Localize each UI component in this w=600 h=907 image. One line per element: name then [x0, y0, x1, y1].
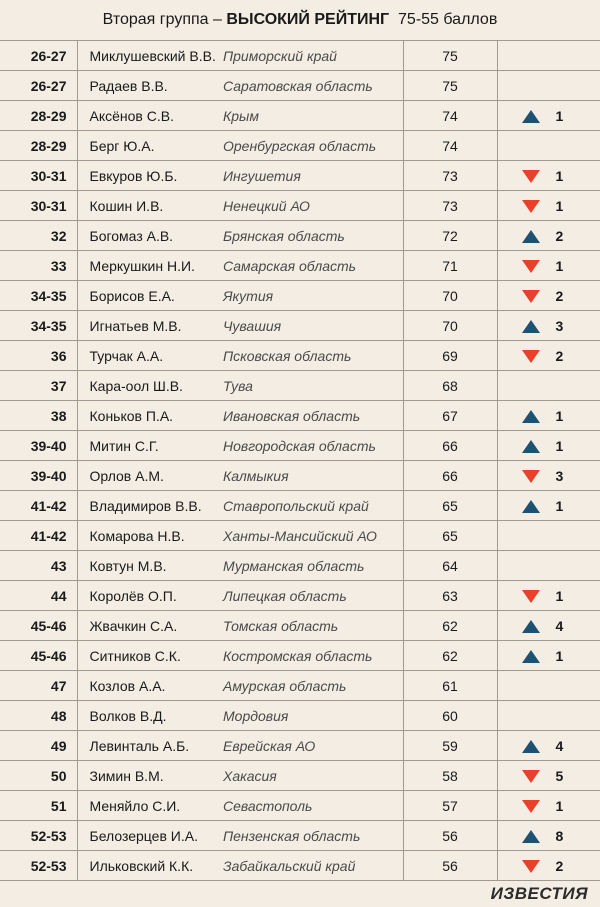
rank-change-value: 2	[555, 858, 564, 874]
rank-cell: 34-35	[0, 281, 77, 311]
score-cell: 56	[403, 821, 497, 851]
triangle-down-icon	[522, 200, 540, 213]
table-row	[0, 731, 600, 761]
change-cell	[497, 581, 600, 611]
region-cell: Чувашия	[221, 311, 403, 341]
table-row	[0, 521, 600, 551]
governor-name-cell: Волков В.Д.	[77, 701, 221, 731]
table-row	[0, 701, 600, 731]
change-cell	[497, 281, 600, 311]
governor-name-cell: Комарова Н.В.	[77, 521, 221, 551]
governor-name-cell: Ильковский К.К.	[77, 851, 221, 881]
table-row	[0, 131, 600, 161]
region-cell: Крым	[221, 101, 403, 131]
triangle-down-icon	[522, 470, 540, 483]
rank-cell: 28-29	[0, 101, 77, 131]
table-row	[0, 641, 600, 671]
triangle-down-icon	[522, 590, 540, 603]
triangle-down-icon	[522, 800, 540, 813]
governor-name-cell: Меняйло С.И.	[77, 791, 221, 821]
table-row	[0, 401, 600, 431]
score-cell: 61	[403, 671, 497, 701]
triangle-down-icon	[522, 860, 540, 873]
region-cell: Томская область	[221, 611, 403, 641]
table-row	[0, 761, 600, 791]
rank-change-value: 4	[555, 738, 564, 754]
change-cell	[497, 251, 600, 281]
change-cell	[497, 491, 600, 521]
region-cell: Амурская область	[221, 671, 403, 701]
score-cell: 74	[403, 131, 497, 161]
region-cell: Оренбургская область	[221, 131, 403, 161]
rank-cell: 39-40	[0, 461, 77, 491]
region-cell: Мордовия	[221, 701, 403, 731]
change-cell	[497, 401, 600, 431]
governor-name-cell: Митин С.Г.	[77, 431, 221, 461]
triangle-down-icon	[522, 170, 540, 183]
region-cell: Ивановская область	[221, 401, 403, 431]
triangle-up-icon	[522, 320, 540, 333]
change-cell	[497, 731, 600, 761]
rank-cell: 48	[0, 701, 77, 731]
triangle-up-icon	[522, 230, 540, 243]
governor-name-cell: Левинталь А.Б.	[77, 731, 221, 761]
change-cell	[497, 521, 600, 551]
score-cell: 62	[403, 611, 497, 641]
change-cell	[497, 611, 600, 641]
region-cell: Еврейская АО	[221, 731, 403, 761]
table-row	[0, 371, 600, 401]
triangle-up-icon	[522, 410, 540, 423]
rank-change-value: 2	[555, 288, 564, 304]
table-row	[0, 161, 600, 191]
rank-cell: 49	[0, 731, 77, 761]
score-cell: 66	[403, 431, 497, 461]
rank-cell: 30-31	[0, 191, 77, 221]
region-cell: Ханты-Мансийский АО	[221, 521, 403, 551]
score-cell: 66	[403, 461, 497, 491]
rank-change-value: 8	[555, 828, 564, 844]
change-cell	[497, 191, 600, 221]
rank-cell: 44	[0, 581, 77, 611]
governor-name-cell: Козлов А.А.	[77, 671, 221, 701]
region-cell: Забайкальский край	[221, 851, 403, 881]
change-cell	[497, 851, 600, 881]
title-bold: ВЫСОКИЙ РЕЙТИНГ	[226, 11, 390, 28]
change-cell	[497, 371, 600, 401]
governor-name-cell: Меркушкин Н.И.	[77, 251, 221, 281]
score-cell: 67	[403, 401, 497, 431]
rating-table	[0, 40, 600, 881]
score-cell: 64	[403, 551, 497, 581]
rank-change-value: 1	[555, 798, 564, 814]
change-cell	[497, 101, 600, 131]
rank-cell: 32	[0, 221, 77, 251]
region-cell: Ставропольский край	[221, 491, 403, 521]
score-cell: 65	[403, 521, 497, 551]
change-cell	[497, 341, 600, 371]
table-row	[0, 791, 600, 821]
governor-name-cell: Богомаз А.В.	[77, 221, 221, 251]
rank-cell: 45-46	[0, 641, 77, 671]
governor-name-cell: Ситников С.К.	[77, 641, 221, 671]
rank-cell: 26-27	[0, 71, 77, 101]
rank-cell: 47	[0, 671, 77, 701]
score-cell: 75	[403, 41, 497, 71]
table-row	[0, 251, 600, 281]
rank-cell: 26-27	[0, 41, 77, 71]
governor-name-cell: Евкуров Ю.Б.	[77, 161, 221, 191]
region-cell: Псковская область	[221, 341, 403, 371]
rank-cell: 43	[0, 551, 77, 581]
governor-name-cell: Кошин И.В.	[77, 191, 221, 221]
table-row	[0, 221, 600, 251]
rank-cell: 34-35	[0, 311, 77, 341]
rank-change-value: 2	[555, 228, 564, 244]
governor-name-cell: Берг Ю.А.	[77, 131, 221, 161]
region-cell: Севастополь	[221, 791, 403, 821]
triangle-up-icon	[522, 110, 540, 123]
change-cell	[497, 131, 600, 161]
change-cell	[497, 41, 600, 71]
change-cell	[497, 431, 600, 461]
rank-cell: 51	[0, 791, 77, 821]
table-row	[0, 581, 600, 611]
triangle-up-icon	[522, 500, 540, 513]
score-cell: 62	[403, 641, 497, 671]
rank-cell: 52-53	[0, 851, 77, 881]
rank-cell: 33	[0, 251, 77, 281]
region-cell: Ингушетия	[221, 161, 403, 191]
change-cell	[497, 821, 600, 851]
region-cell: Ненецкий АО	[221, 191, 403, 221]
region-cell: Мурманская область	[221, 551, 403, 581]
governor-name-cell: Радаев В.В.	[77, 71, 221, 101]
change-cell	[497, 701, 600, 731]
change-cell	[497, 71, 600, 101]
score-cell: 71	[403, 251, 497, 281]
rank-change-value: 5	[555, 768, 564, 784]
score-cell: 73	[403, 161, 497, 191]
triangle-up-icon	[522, 740, 540, 753]
rank-change-value: 1	[555, 588, 564, 604]
score-cell: 58	[403, 761, 497, 791]
region-cell: Калмыкия	[221, 461, 403, 491]
table-row	[0, 281, 600, 311]
rank-change-value: 1	[555, 198, 564, 214]
rank-change-value: 1	[555, 108, 564, 124]
region-cell: Самарская область	[221, 251, 403, 281]
change-cell	[497, 671, 600, 701]
rank-cell: 30-31	[0, 161, 77, 191]
score-cell: 73	[403, 191, 497, 221]
region-cell: Тува	[221, 371, 403, 401]
table-row	[0, 611, 600, 641]
triangle-down-icon	[522, 350, 540, 363]
izvestia-logo: ИЗВЕСТИЯ	[490, 884, 588, 903]
governor-name-cell: Жвачкин С.А.	[77, 611, 221, 641]
score-cell: 70	[403, 281, 497, 311]
rank-change-value: 1	[555, 498, 564, 514]
rank-cell: 41-42	[0, 521, 77, 551]
score-cell: 59	[403, 731, 497, 761]
governor-name-cell: Турчак А.А.	[77, 341, 221, 371]
governor-name-cell: Борисов Е.А.	[77, 281, 221, 311]
table-row	[0, 671, 600, 701]
triangle-up-icon	[522, 650, 540, 663]
rank-cell: 50	[0, 761, 77, 791]
triangle-down-icon	[522, 290, 540, 303]
triangle-up-icon	[522, 830, 540, 843]
triangle-up-icon	[522, 620, 540, 633]
table-row	[0, 461, 600, 491]
region-cell: Липецкая область	[221, 581, 403, 611]
rank-cell: 52-53	[0, 821, 77, 851]
rank-cell: 45-46	[0, 611, 77, 641]
governor-name-cell: Ковтун М.В.	[77, 551, 221, 581]
score-cell: 57	[403, 791, 497, 821]
table-title	[0, 0, 600, 40]
governor-name-cell: Миклушевский В.В.	[77, 41, 221, 71]
rank-cell: 38	[0, 401, 77, 431]
title-prefix: Вторая группа –	[102, 11, 222, 28]
change-cell	[497, 311, 600, 341]
rank-change-value: 4	[555, 618, 564, 634]
rank-cell: 39-40	[0, 431, 77, 461]
change-cell	[497, 551, 600, 581]
score-cell: 72	[403, 221, 497, 251]
table-row	[0, 431, 600, 461]
governor-name-cell: Владимиров В.В.	[77, 491, 221, 521]
score-cell: 65	[403, 491, 497, 521]
score-cell: 75	[403, 71, 497, 101]
score-cell: 74	[403, 101, 497, 131]
region-cell: Костромская область	[221, 641, 403, 671]
rating-rows	[0, 41, 600, 881]
score-cell: 70	[403, 311, 497, 341]
region-cell: Саратовская область	[221, 71, 403, 101]
governor-name-cell: Игнатьев М.В.	[77, 311, 221, 341]
table-row	[0, 851, 600, 881]
triangle-up-icon	[522, 440, 540, 453]
score-cell: 63	[403, 581, 497, 611]
region-cell: Якутия	[221, 281, 403, 311]
region-cell: Брянская область	[221, 221, 403, 251]
governor-name-cell: Королёв О.П.	[77, 581, 221, 611]
rank-change-value: 1	[555, 258, 564, 274]
triangle-down-icon	[522, 770, 540, 783]
governor-name-cell: Аксёнов С.В.	[77, 101, 221, 131]
change-cell	[497, 161, 600, 191]
triangle-down-icon	[522, 260, 540, 273]
change-cell	[497, 221, 600, 251]
region-cell: Хакасия	[221, 761, 403, 791]
region-cell: Новгородская область	[221, 431, 403, 461]
table-row	[0, 101, 600, 131]
rank-change-value: 1	[555, 648, 564, 664]
table-row	[0, 41, 600, 71]
score-cell: 60	[403, 701, 497, 731]
region-cell: Приморский край	[221, 41, 403, 71]
rank-cell: 36	[0, 341, 77, 371]
governor-name-cell: Кара-оол Ш.В.	[77, 371, 221, 401]
region-cell: Пензенская область	[221, 821, 403, 851]
governor-name-cell: Коньков П.А.	[77, 401, 221, 431]
change-cell	[497, 761, 600, 791]
rank-change-value: 1	[555, 408, 564, 424]
rank-change-value: 1	[555, 438, 564, 454]
title-range: 75-55 баллов	[398, 11, 498, 28]
table-row	[0, 71, 600, 101]
table-row	[0, 821, 600, 851]
change-cell	[497, 461, 600, 491]
rank-change-value: 2	[555, 348, 564, 364]
score-cell: 68	[403, 371, 497, 401]
rank-change-value: 3	[555, 468, 564, 484]
table-row	[0, 491, 600, 521]
rank-cell: 37	[0, 371, 77, 401]
governor-name-cell: Орлов А.М.	[77, 461, 221, 491]
rank-change-value: 1	[555, 168, 564, 184]
change-cell	[497, 641, 600, 671]
score-cell: 69	[403, 341, 497, 371]
governor-name-cell: Белозерцев И.А.	[77, 821, 221, 851]
rank-cell: 28-29	[0, 131, 77, 161]
table-row	[0, 191, 600, 221]
table-row	[0, 341, 600, 371]
table-row	[0, 551, 600, 581]
table-row	[0, 311, 600, 341]
score-cell: 56	[403, 851, 497, 881]
change-cell	[497, 791, 600, 821]
governor-name-cell: Зимин В.М.	[77, 761, 221, 791]
rank-change-value: 3	[555, 318, 564, 334]
rank-cell: 41-42	[0, 491, 77, 521]
